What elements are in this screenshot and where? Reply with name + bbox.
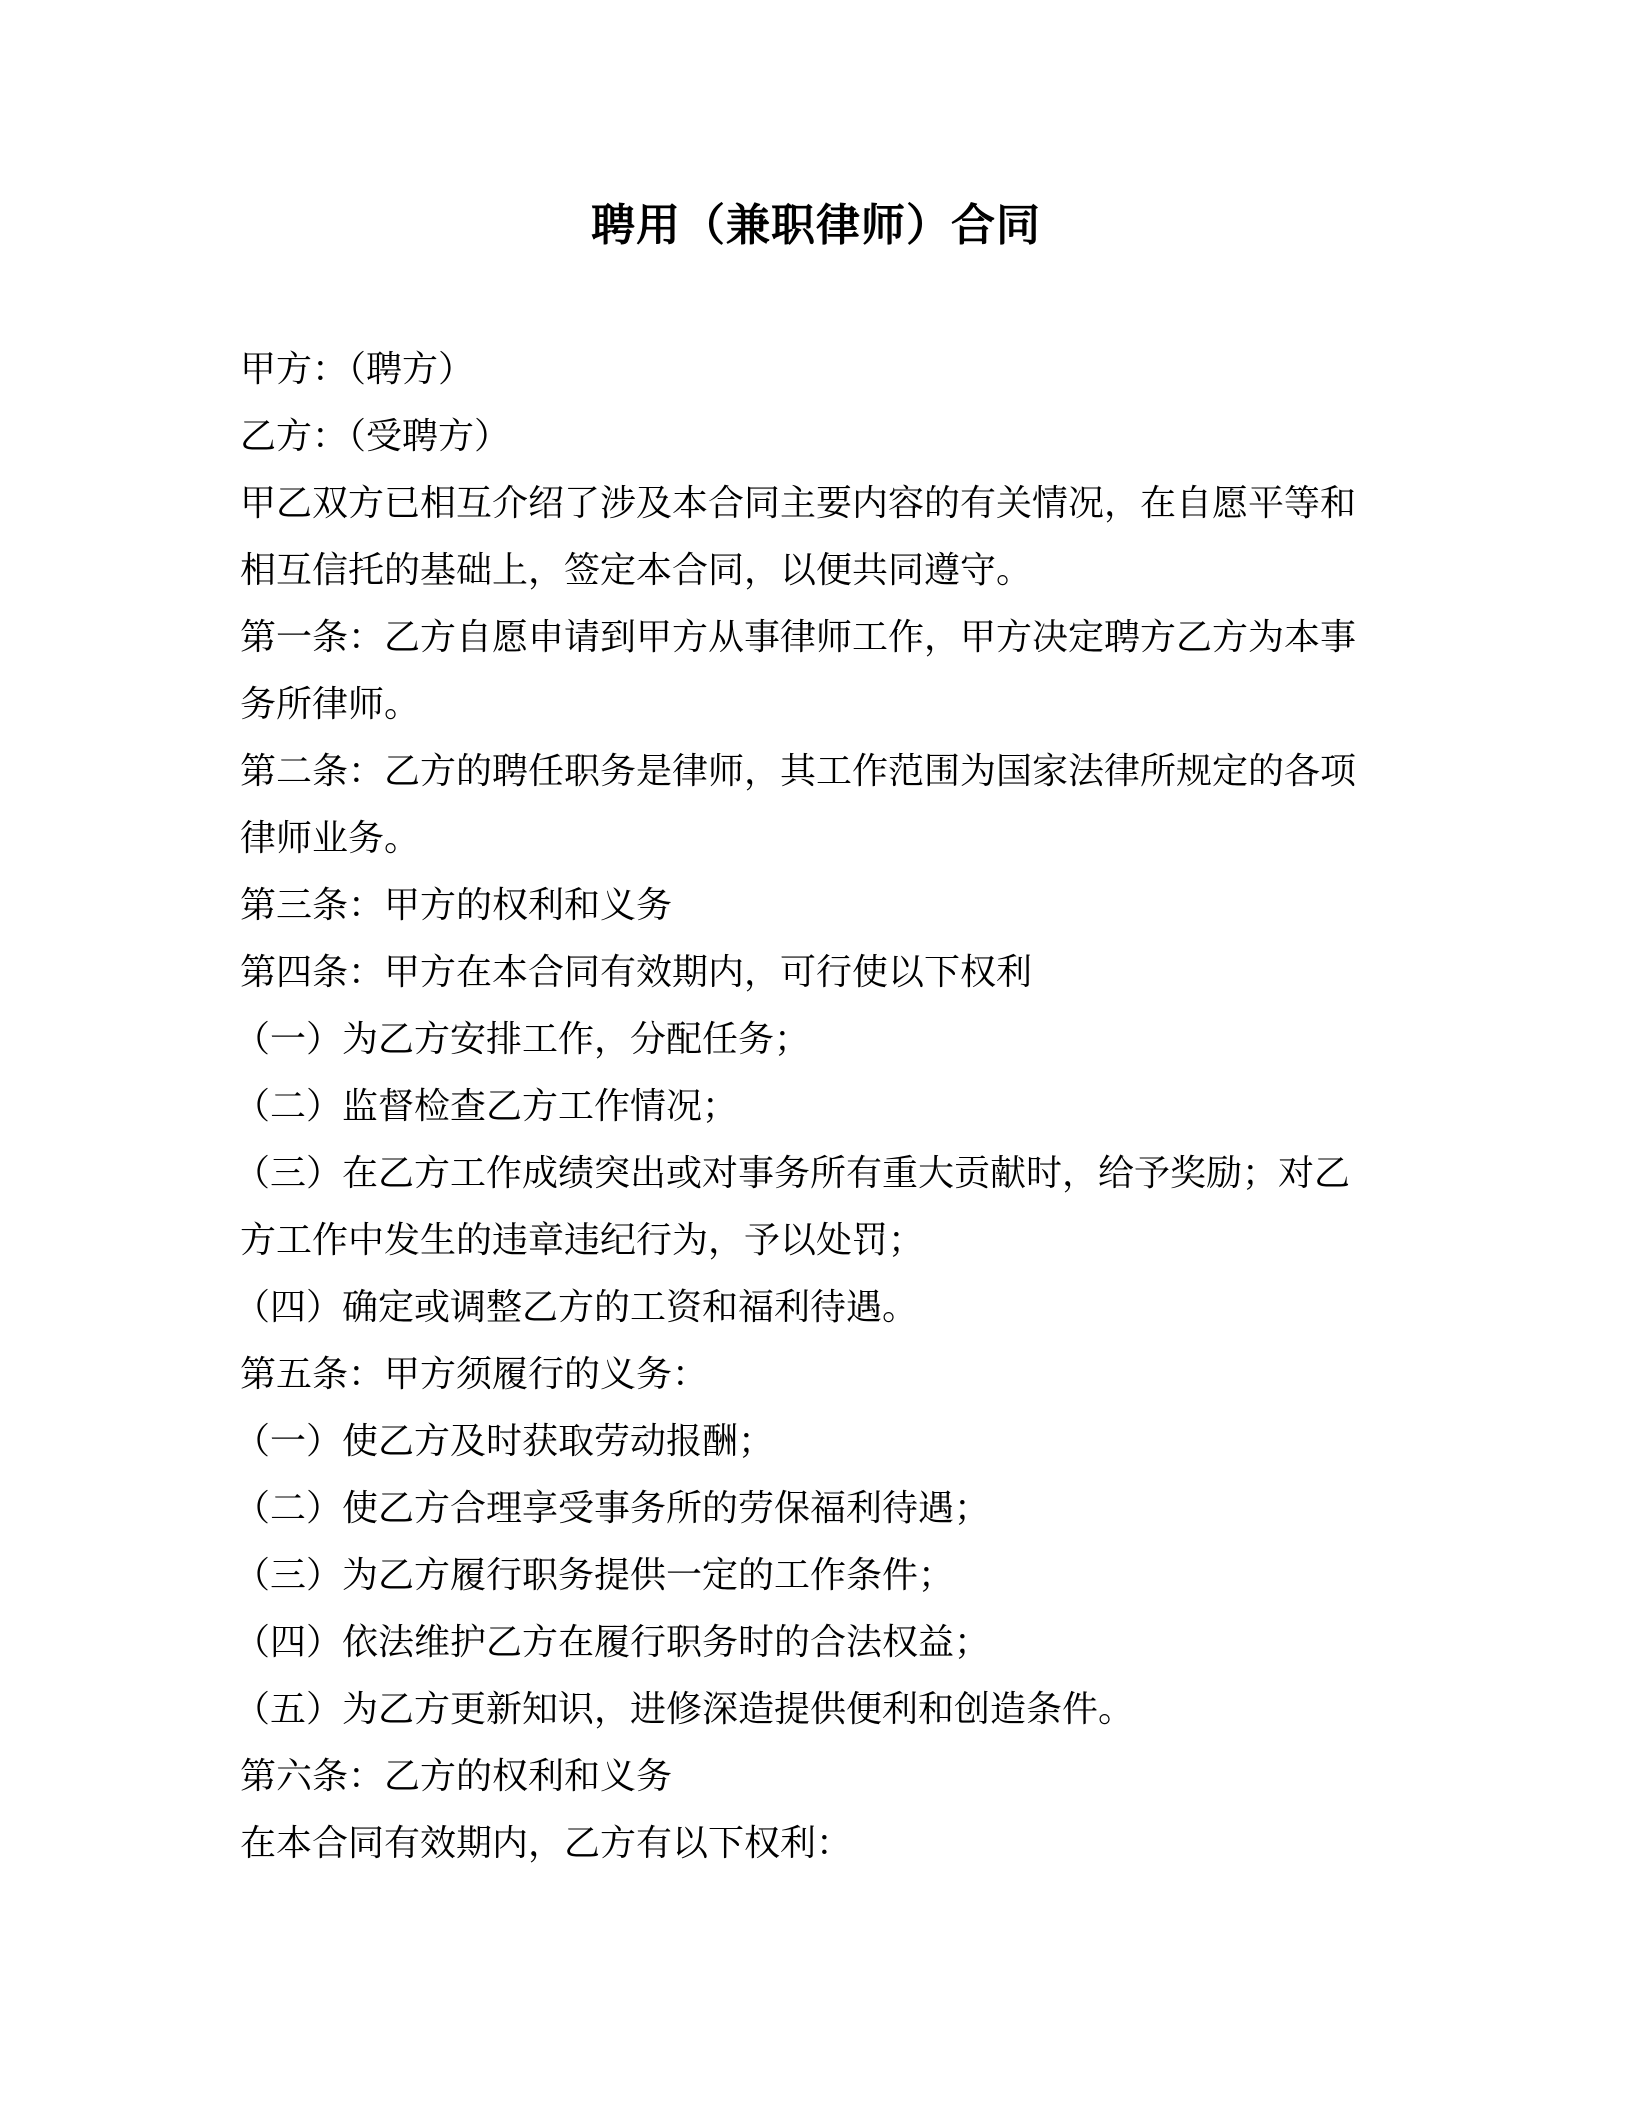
article-4-item-2: （二）监督检查乙方工作情况； <box>234 1086 739 1127</box>
document-body <box>234 336 1400 1877</box>
article-4-item-3-line-2: 方工作中发生的违章违纪行为，予以处罚； <box>240 1220 925 1261</box>
article-1-line-2: 务所律师。 <box>240 684 421 725</box>
document-title: 聘用（兼职律师）合同 <box>591 200 1041 251</box>
article-1-line-1: 第一条：乙方自愿申请到甲方从事律师工作，甲方决定聘方乙方为本事 <box>240 617 1357 658</box>
preamble-line-1: 甲乙双方已相互介绍了涉及本合同主要内容的有关情况，在自愿平等和 <box>240 483 1357 524</box>
article-2-line-2: 律师业务。 <box>240 818 421 859</box>
article-2-line-1: 第二条：乙方的聘任职务是律师，其工作范围为国家法律所规定的各项 <box>240 751 1357 792</box>
article-5-heading: 第五条：甲方须履行的义务： <box>240 1354 709 1395</box>
article-6-intro: 在本合同有效期内，乙方有以下权利： <box>240 1823 853 1864</box>
article-5-item-4: （四）依法维护乙方在履行职务时的合法权益； <box>234 1622 991 1663</box>
article-4-item-4: （四）确定或调整乙方的工资和福利待遇。 <box>234 1287 919 1328</box>
article-5-item-1: （一）使乙方及时获取劳动报酬； <box>234 1421 775 1462</box>
article-4-item-3-line-1: （三）在乙方工作成绩突出或对事务所有重大贡献时，给予奖励；对乙 <box>234 1153 1351 1194</box>
party-b-line: 乙方：（受聘方） <box>240 416 511 457</box>
article-5-item-5: （五）为乙方更新知识，进修深造提供便利和创造条件。 <box>234 1689 1135 1730</box>
article-5-item-2: （二）使乙方合理享受事务所的劳保福利待遇； <box>234 1488 991 1529</box>
article-4-heading: 第四条：甲方在本合同有效期内，可行使以下权利 <box>240 952 1033 993</box>
preamble-line-2: 相互信托的基础上，签定本合同，以便共同遵守。 <box>240 550 1033 591</box>
article-6-heading: 第六条：乙方的权利和义务 <box>240 1756 673 1797</box>
article-4-item-1: （一）为乙方安排工作，分配任务； <box>234 1019 811 1060</box>
article-3-heading: 第三条：甲方的权利和义务 <box>240 885 673 926</box>
article-5-item-3: （三）为乙方履行职务提供一定的工作条件； <box>234 1555 955 1596</box>
party-a-line: 甲方：（聘方） <box>240 349 475 390</box>
